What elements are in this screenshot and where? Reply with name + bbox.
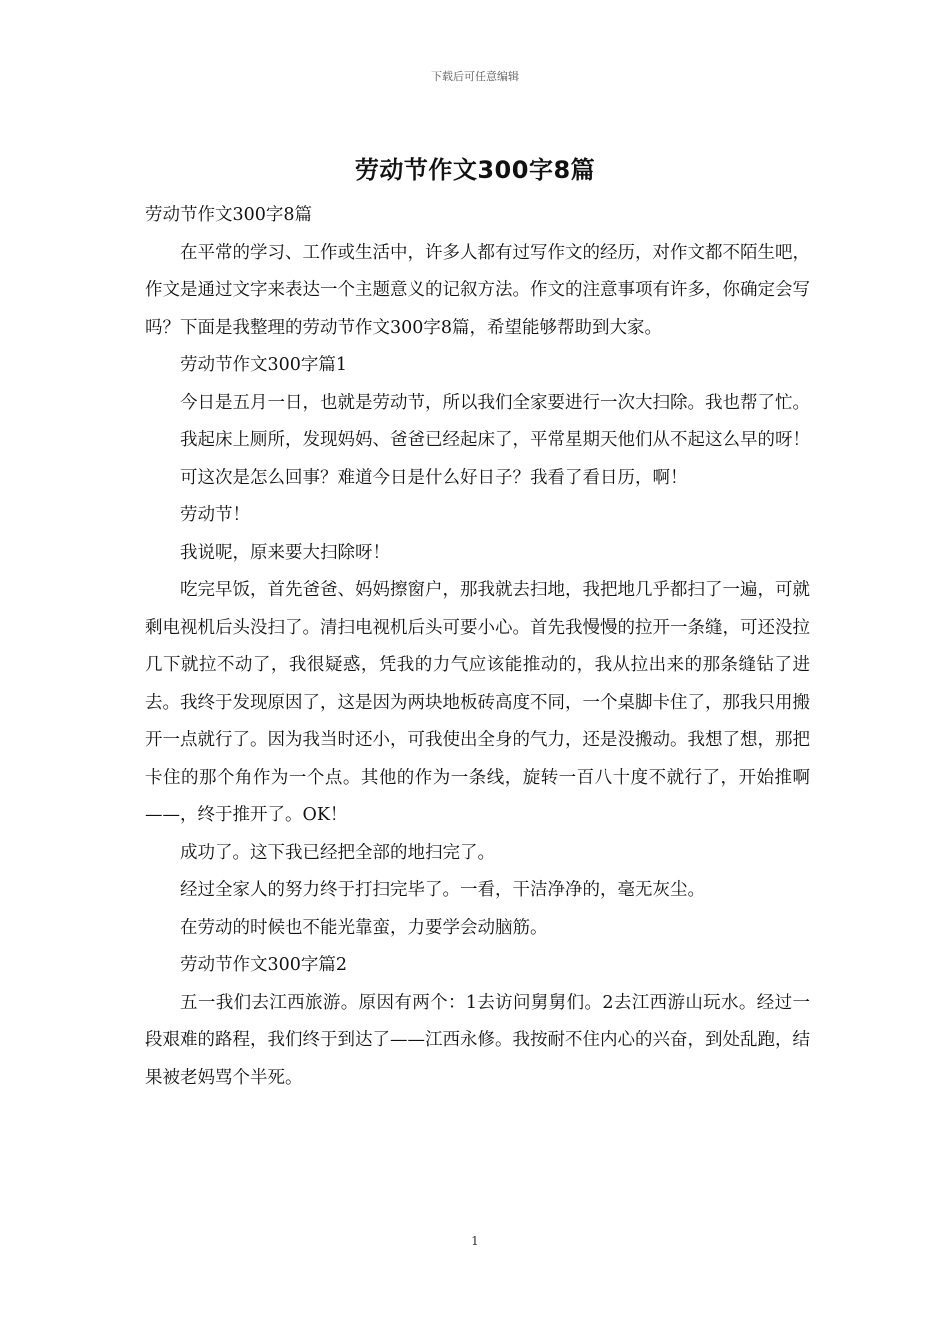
paragraph: 我说呢，原来要大扫除呀！	[180, 542, 390, 563]
document-body	[145, 197, 810, 1097]
paragraph: 五一我们去江西旅游。原因有两个：1去访问舅舅们。2去江西游山玩水。经过一段艰难的路程，我们终于到达了——江西永修。我按耐不住内心的兴奋，到处乱跑，结果被老妈骂个半死。	[145, 992, 810, 1088]
paragraph-intro: 在平常的学习、工作或生活中，许多人都有过写作文的经历，对作文都不陌生吧，作文是通过文字来表达一个主题意义的记叙方法。作文的注意事项有许多，你确定会写吗？下面是我整理的劳动节作文300字8篇，希望能够帮助到大家。	[145, 242, 810, 338]
section-heading-1: 劳动节作文300字篇1	[180, 355, 348, 375]
paragraph-subtitle: 劳动节作文300字8篇	[145, 205, 313, 225]
paragraph: 劳动节！	[180, 505, 250, 525]
paragraph: 经过全家人的努力终于打扫完毕了。一看，干洁净净的，毫无灰尘。	[180, 880, 705, 900]
paragraph: 今日是五月一日，也就是劳动节，所以我们全家要进行一次大扫除。我也帮了忙。	[180, 392, 810, 413]
paragraph: 成功了。这下我已经把全部的地扫完了。	[180, 842, 495, 863]
paragraph: 可这次是怎么回事？难道今日是什么好日子？我看了看日历，啊！	[180, 467, 688, 488]
document-title: 劳动节作文300字8篇	[354, 156, 596, 184]
section-heading-2: 劳动节作文300字篇2	[180, 955, 348, 975]
paragraph: 我起床上厕所，发现妈妈、爸爸已经起床了，平常星期天他们从不起这么早的呀！	[180, 430, 810, 450]
page-number: 1	[471, 1234, 479, 1248]
paragraph: 在劳动的时候也不能光靠蛮，力要学会动脑筋。	[180, 917, 548, 938]
paragraph: 吃完早饭，首先爸爸、妈妈擦窗户，那我就去扫地，我把地几乎都扫了一遍，可就剩电视机后头没扫了。清扫电视机后头可要小心。首先我慢慢的拉开一条缝，可还没拉几下就拉不动了，我很疑惑，凭我的力气应该能推动的，我从拉出来的那条缝钻了进去。我终于发现原因了，这是因为两块地板砖高度不同，一个桌脚卡住了，那我只用搬开一点就行了。因为我当时还小，可我使出全身的气力，还是没搬动。我想了想，那把卡住的那个角作为一个点。其他的作为一条线，旋转一百八十度不就行了，开始推啊——，终于推开了。OK！	[145, 580, 810, 825]
header-note: 下载后可任意编辑	[431, 70, 519, 83]
